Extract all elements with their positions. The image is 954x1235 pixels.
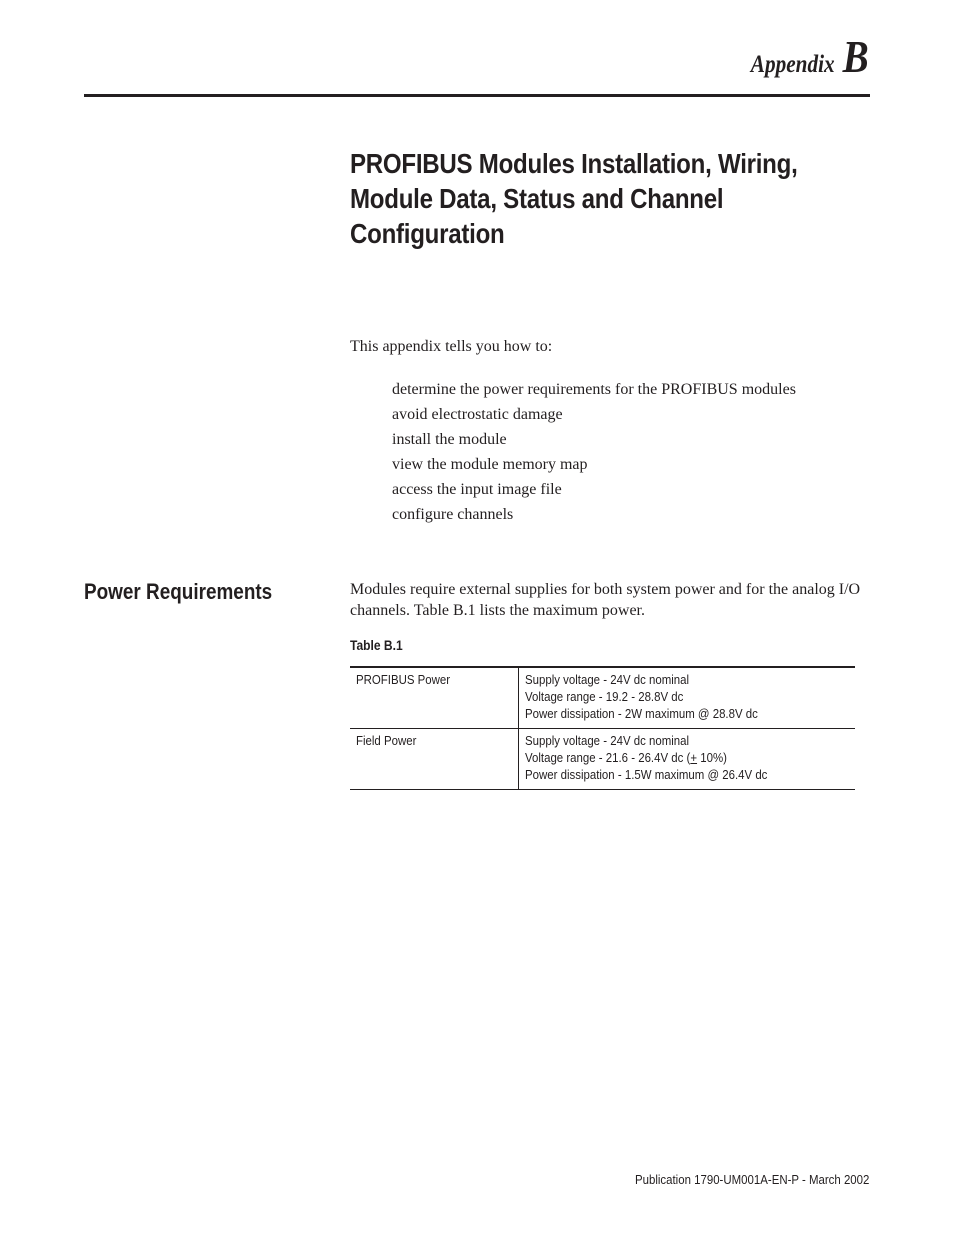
table-cell-label: [350, 729, 519, 790]
section-heading: Power Requirements: [84, 579, 273, 604]
intro-text: This appendix tells you how to:: [350, 338, 553, 355]
header-rule: [84, 94, 870, 97]
spec-line: Voltage range - 19.2 - 28.8V dc: [525, 689, 684, 704]
list-item: configure channels: [392, 506, 514, 523]
table-cell-spec: [519, 729, 856, 790]
table-cell-spec: [519, 667, 856, 729]
spec-line-prefix: Voltage range - 21.6 - 26.4V dc (: [525, 750, 691, 765]
list-item: view the module memory map: [392, 456, 588, 473]
table-caption: Table B.1: [350, 637, 403, 653]
page-title: [350, 146, 870, 251]
spec-line: Power dissipation - 2W maximum @ 28.8V dc: [525, 706, 758, 721]
table-row: [350, 667, 855, 729]
page-title-line: Module Data, Status and Channel: [350, 183, 724, 214]
row-label: PROFIBUS Power: [356, 672, 451, 687]
appendix-header: [736, 30, 869, 83]
publication-footer: Publication 1790-UM001A-EN-P - March 2002: [634, 1172, 869, 1187]
list-item: access the input image file: [392, 481, 562, 498]
list-item: avoid electrostatic damage: [392, 406, 563, 423]
spec-line-suffix: 10%): [697, 750, 727, 765]
plus-minus-symbol: +: [690, 750, 698, 765]
table-row: [350, 729, 855, 790]
page-title-line: PROFIBUS Modules Installation, Wiring,: [350, 148, 798, 179]
task-list: [392, 377, 796, 527]
list-item: determine the power requirements for the PROFIBUS modules: [392, 381, 796, 398]
table-cell-label: [350, 667, 519, 729]
row-label: Field Power: [356, 733, 417, 748]
section-body: Modules require external supplies for both system power and for the analog I/O channels. Table B.1 lists the maximum power.: [350, 581, 861, 619]
spec-line: Supply voltage - 24V dc nominal: [525, 733, 690, 748]
spec-line: Supply voltage - 24V dc nominal: [525, 672, 690, 687]
appendix-word: Appendix: [750, 51, 835, 78]
spec-line: [525, 749, 810, 766]
spec-line: Power dissipation - 1.5W maximum @ 26.4V dc: [525, 767, 768, 782]
appendix-letter: B: [842, 31, 869, 82]
power-requirements-table: [350, 666, 855, 790]
page-title-line: Configuration: [350, 218, 505, 249]
list-item: install the module: [392, 431, 507, 448]
